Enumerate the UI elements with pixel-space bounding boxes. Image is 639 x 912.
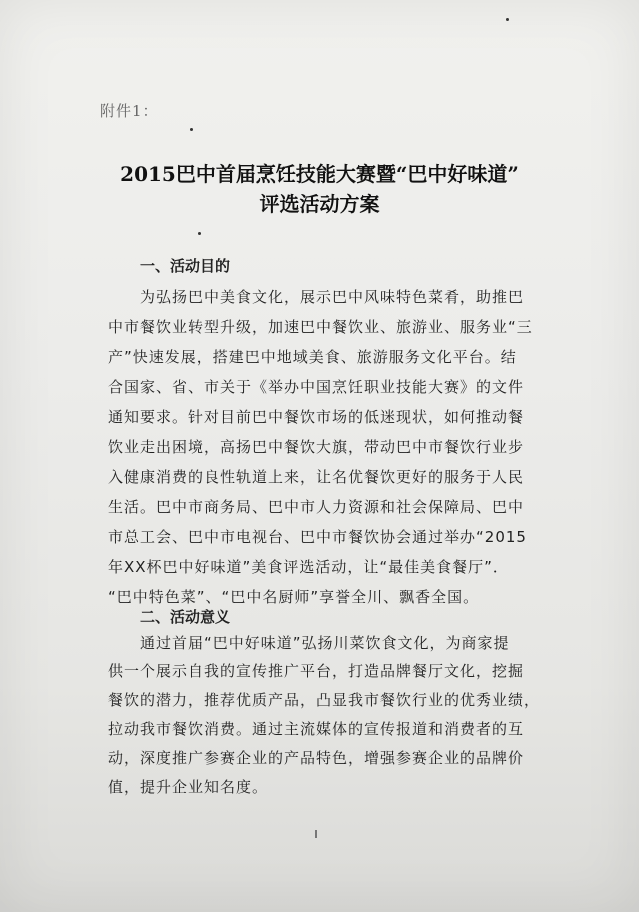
page-mark xyxy=(315,830,317,838)
speck-dot xyxy=(190,128,193,131)
paragraph-line: 供一个展示自我的宣传推广平台，打造品牌餐厅文化，挖掘 xyxy=(108,662,525,680)
speck-dot xyxy=(506,18,509,21)
paragraph-line: 入健康消费的良性轨道上来，让名优餐饮更好的服务于人民 xyxy=(108,468,525,486)
paragraph-line: 饮业走出困境，高扬巴中餐饮大旗，带动巴中市餐饮行业步 xyxy=(108,438,525,456)
paragraph-line: “巴中特色菜”、“巴中名厨师”享誉全川、飘香全国。 xyxy=(108,588,480,606)
annex-label: 附件1： xyxy=(100,102,159,120)
document-title-line-2: 评选活动方案 xyxy=(259,192,380,216)
paragraph-line: 餐饮的潜力，推荐优质产品，凸显我市餐饮行业的优秀业绩， xyxy=(108,691,541,709)
paragraph-line: 值，提升企业知名度。 xyxy=(108,778,269,796)
paragraph-line: 中市餐饮业转型升级，加速巴中餐饮业、旅游业、服务业“三 xyxy=(108,318,533,336)
section-heading-significance: 二、活动意义 xyxy=(140,608,231,626)
paragraph-line: 生活。巴中市商务局、巴中市人力资源和社会保障局、巴中 xyxy=(108,498,525,516)
document-title-line-1: 2015巴中首届烹饪技能大赛暨“巴中好味道” xyxy=(120,162,519,186)
paragraph-line: 为弘扬巴中美食文化，展示巴中风味特色菜肴，助推巴 xyxy=(140,288,525,306)
paragraph-line: 年XX杯巴中好味道”美食评选活动，让“最佳美食餐厅”． xyxy=(108,558,509,576)
speck-dot xyxy=(198,232,201,235)
paragraph-line: 通知要求。针对目前巴中餐饮市场的低迷现状，如何推动餐 xyxy=(108,408,525,426)
paragraph-line: 产”快速发展，搭建巴中地域美食、旅游服务文化平台。结 xyxy=(108,348,517,366)
paragraph-line: 动，深度推广参赛企业的产品特色，增强参赛企业的品牌价 xyxy=(108,749,525,767)
paragraph-line: 合国家、省、市关于《举办中国烹饪职业技能大赛》的文件 xyxy=(108,378,525,396)
paragraph-line: 拉动我市餐饮消费。通过主流媒体的宣传报道和消费者的互 xyxy=(108,720,525,738)
section-heading-purpose: 一、活动目的 xyxy=(140,257,231,275)
paragraph-line: 通过首届“巴中好味道”弘扬川菜饮食文化，为商家提 xyxy=(140,634,510,652)
paragraph-line: 市总工会、巴中市电视台、巴中市餐饮协会通过举办“2015 xyxy=(108,528,527,546)
